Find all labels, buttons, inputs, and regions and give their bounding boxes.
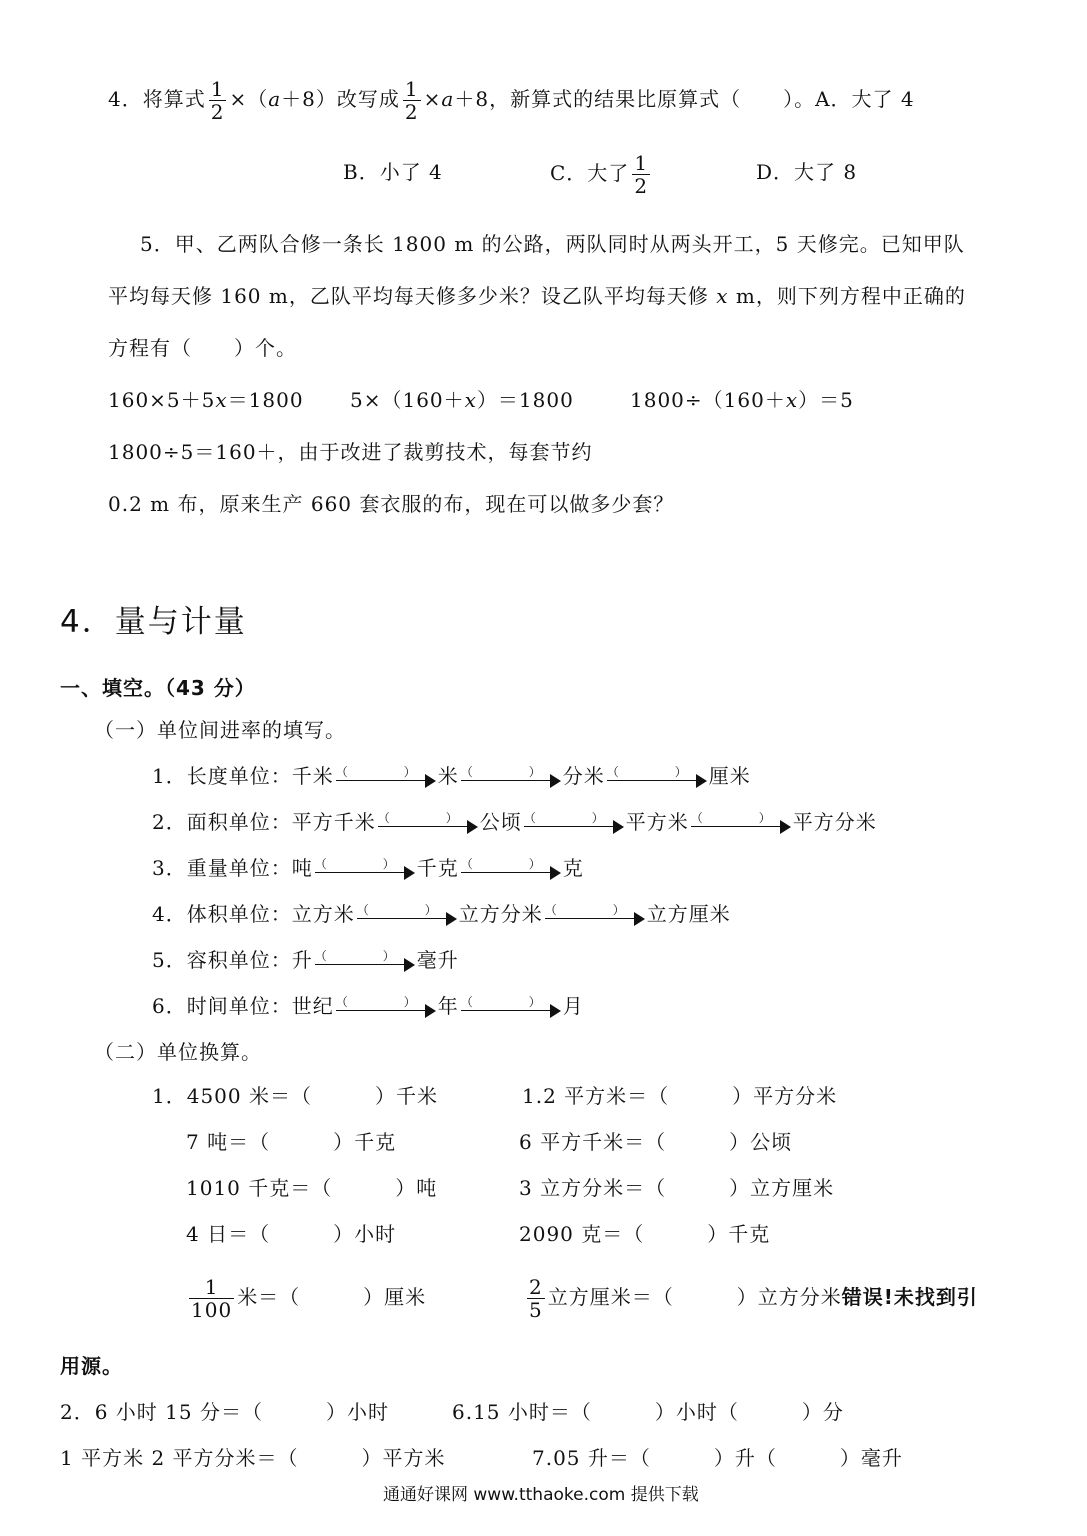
unit-row-area [152, 810, 877, 836]
conv-text: 米＝（ ）厘米 [237, 1285, 427, 1309]
arrow-blank: （ ） [356, 902, 459, 917]
q2-line2a: 1 平方米 2 平方分米＝（ ）平方米 [60, 1446, 446, 1470]
q4-mid1: ×（ [229, 87, 269, 111]
unit-text: 月 [562, 994, 584, 1018]
q5-line6: 0.2 m 布，原来生产 660 套衣服的布，现在可以做多少套？ [108, 492, 675, 516]
unit-text: 立方厘米 [646, 902, 731, 926]
sub1-title: （一）单位间进率的填写。 [94, 718, 346, 742]
unit-text: 克 [562, 856, 584, 880]
arrow-blank: （ ） [460, 994, 563, 1009]
arrow-blank: （ ） [460, 764, 563, 779]
q4-option-c [550, 148, 653, 198]
frac-den: 2 [210, 100, 225, 124]
var-a: a [268, 87, 282, 111]
row-label: 4．体积单位： [152, 902, 292, 926]
right-arrow-icon [461, 858, 561, 882]
arrow-blank: （ ） [690, 810, 793, 825]
unit-text: 世纪 [291, 994, 334, 1018]
arrow-blank: （ ） [606, 764, 709, 779]
row-label: 3．重量单位： [152, 856, 292, 880]
q2-line1a: 2．6 小时 15 分＝（ ）小时 [60, 1400, 389, 1424]
right-arrow-icon [336, 766, 436, 790]
right-arrow-icon [607, 766, 707, 790]
q4-option-b: B．小了 4 [343, 160, 443, 184]
var-x: x [464, 388, 477, 412]
conv-c1-3: 4 日＝（ ）小时 [186, 1222, 397, 1246]
conv-c1-2: 1010 千克＝（ ）吨 [186, 1176, 438, 1200]
arrow-blank: （ ） [544, 902, 647, 917]
frac-den: 100 [191, 1298, 233, 1322]
fraction-half [209, 78, 227, 123]
arrow-blank: （ ） [460, 856, 563, 871]
sub2-title: （二）单位换算。 [94, 1040, 262, 1064]
conv-c1-0: 1．4500 米＝（ ）千米 [152, 1084, 438, 1108]
fraction-half-2 [403, 78, 421, 123]
unit-text: 年 [437, 994, 459, 1018]
var-x: x [785, 388, 799, 412]
conv-c2-1: 6 平方千米＝（ ）公顷 [519, 1130, 793, 1154]
unit-text: 公顷 [479, 810, 522, 834]
conv-fraction-1 [186, 1272, 426, 1322]
opt-c-text: C．大了 [550, 161, 630, 185]
fraction-two-fifths [527, 1276, 545, 1321]
unit-text: 平方米 [625, 810, 689, 834]
right-arrow-icon [691, 812, 791, 836]
eq2b: ）＝1800 [476, 388, 574, 412]
q2-line1b: 6.15 小时＝（ ）小时（ ）分 [452, 1400, 844, 1424]
frac-num: 1 [634, 151, 649, 175]
right-arrow-icon [315, 950, 415, 974]
row-label: 5．容积单位： [152, 948, 292, 972]
q4-prefix: 4．将算式 [108, 87, 206, 111]
q5-line5: 1800÷5＝160＋，由于改进了裁剪技术，每套节约 [108, 440, 593, 464]
unit-text: 千米 [291, 764, 334, 788]
frac-num: 2 [529, 1275, 543, 1299]
unit-text: 平方千米 [291, 810, 376, 834]
unit-row-volume [152, 902, 731, 928]
row-label: 6．时间单位： [152, 994, 292, 1018]
error-text: 错误!未找到引 [841, 1285, 978, 1309]
unit-text: 分米 [562, 764, 605, 788]
q5-line2b: m，则下列方程中正确的 [735, 284, 966, 308]
unit-row-capacity [152, 948, 459, 974]
right-arrow-icon [336, 996, 436, 1020]
frac-num: 1 [189, 1276, 234, 1299]
conv-text: 立方厘米＝（ ）立方分米 [547, 1285, 842, 1309]
fraction-one-hundredth [189, 1276, 234, 1321]
var-x: x [215, 388, 228, 412]
unit-row-length [152, 764, 751, 790]
row-label: 1．长度单位： [152, 764, 292, 788]
var-x: x [716, 284, 729, 308]
frac-num: 1 [210, 77, 225, 101]
q5-line2a: 平均每天修 160 m，乙队平均每天修多少米？设乙队平均每天修 [108, 284, 709, 308]
unit-row-time [152, 994, 584, 1020]
conv-c1-1: 7 吨＝（ ）千克 [186, 1130, 397, 1154]
right-arrow-icon [378, 812, 478, 836]
eq3a: 1800÷（160＋ [630, 388, 786, 412]
arrow-blank: （ ） [335, 994, 438, 1009]
var-a: a [441, 87, 455, 111]
right-arrow-icon [524, 812, 624, 836]
unit-row-weight [152, 856, 584, 882]
conv-c2-0: 1.2 平方米＝（ ）平方分米 [522, 1084, 838, 1108]
row-label: 2．面积单位： [152, 810, 292, 834]
q4-mid4: ＋8，新算式的结果比原算式（ ）。A．大了 4 [454, 87, 915, 111]
footer-text: 通通好课网 www.tthaoke.com 提供下载 [383, 1485, 699, 1505]
q4-line1 [108, 74, 915, 124]
right-arrow-icon [545, 904, 645, 928]
right-arrow-icon [461, 766, 561, 790]
q5-line2 [108, 284, 966, 308]
eq1b: ＝1800 [227, 388, 304, 412]
frac-den: 2 [634, 174, 649, 198]
conv-fraction-2 [524, 1272, 978, 1322]
arrow-blank: （ ） [523, 810, 626, 825]
unit-text: 立方米 [291, 902, 355, 926]
q4-option-d: D．大了 8 [756, 160, 858, 184]
unit-text: 厘米 [708, 764, 751, 788]
q4-mid3: × [423, 87, 442, 111]
frac-num: 1 [404, 77, 419, 101]
frac-den: 2 [404, 100, 419, 124]
section-title: 4．量与计量 [60, 604, 247, 640]
conv-c2-2: 3 立方分米＝（ ）立方厘米 [519, 1176, 835, 1200]
unit-text: 吨 [291, 856, 313, 880]
arrow-blank: （ ） [314, 948, 417, 963]
q5-equation-1 [108, 388, 304, 412]
unit-text: 立方分米 [458, 902, 543, 926]
eq2a: 5×（160＋ [350, 388, 465, 412]
right-arrow-icon [461, 996, 561, 1020]
unit-text: 升 [291, 948, 313, 972]
unit-text: 平方分米 [792, 810, 877, 834]
right-arrow-icon [315, 858, 415, 882]
unit-text: 米 [437, 764, 459, 788]
unit-text: 毫升 [416, 948, 459, 972]
part1-title: 一、填空。（43 分） [60, 676, 256, 700]
arrow-blank: （ ） [377, 810, 480, 825]
frac-den: 5 [529, 1298, 543, 1322]
error-continuation: 用源。 [60, 1354, 123, 1378]
q4-mid2: ＋8）改写成 [281, 87, 400, 111]
q5-line1: 5．甲、乙两队合修一条长 1800 m 的公路，两队同时从两头开工，5 天修完。已知甲队 [140, 232, 965, 256]
arrow-blank: （ ） [314, 856, 417, 871]
eq3b: ）＝5 [798, 388, 854, 412]
q5-line3: 方程有（ ）个。 [108, 336, 297, 360]
unit-text: 千克 [416, 856, 459, 880]
right-arrow-icon [357, 904, 457, 928]
q5-equation-3 [630, 388, 854, 412]
eq1a: 160×5＋5 [108, 388, 216, 412]
q5-equation-2 [350, 388, 574, 412]
fraction-half-3 [632, 152, 650, 197]
conv-c2-3: 2090 克＝（ ）千克 [519, 1222, 771, 1246]
arrow-blank: （ ） [335, 764, 438, 779]
q2-line2b: 7.05 升＝（ ）升（ ）毫升 [532, 1446, 903, 1470]
